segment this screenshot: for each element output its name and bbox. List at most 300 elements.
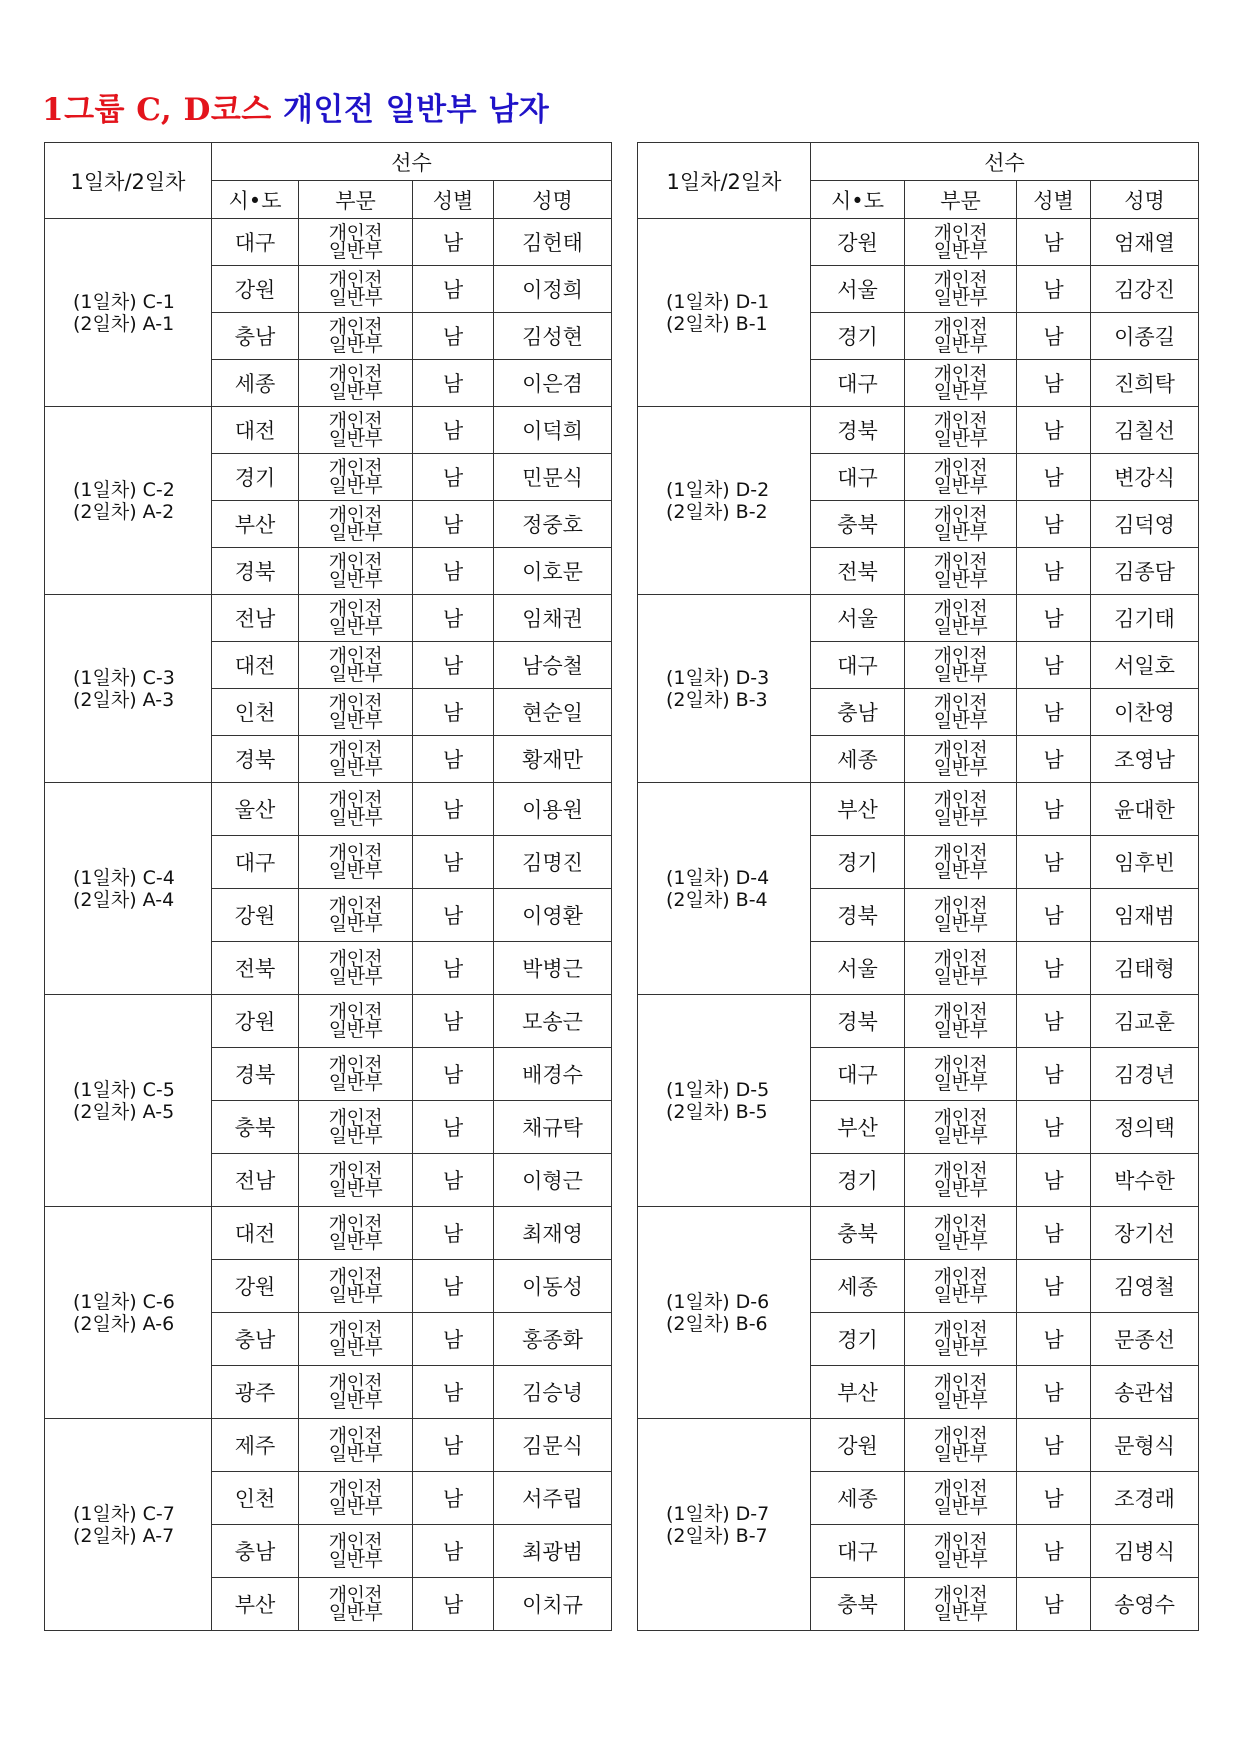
region-cell: 세종 <box>212 360 299 407</box>
name-cell: 현순일 <box>494 689 612 736</box>
gender-cell: 남 <box>1017 1366 1091 1419</box>
division-cell <box>905 836 1017 889</box>
division-line2: 일반부 <box>933 334 988 356</box>
division-line2: 일반부 <box>328 1549 383 1571</box>
gender-cell: 남 <box>413 454 494 501</box>
division-line2: 일반부 <box>328 569 383 591</box>
region-cell: 대구 <box>212 219 299 266</box>
gender-cell: 남 <box>1017 219 1091 266</box>
gender-cell: 남 <box>413 1419 494 1472</box>
region-cell: 충북 <box>811 1578 905 1631</box>
division-cell <box>905 454 1017 501</box>
group-label-text: (1일차) D-2 (2일차) B-2 <box>666 478 770 523</box>
gender-cell: 남 <box>413 736 494 783</box>
table-row <box>45 219 612 266</box>
gender-cell: 남 <box>413 942 494 995</box>
division-line1: 개인전 <box>328 1425 383 1447</box>
gender-cell: 남 <box>1017 1101 1091 1154</box>
name-cell: 윤대한 <box>1091 783 1199 836</box>
division-line1: 개인전 <box>328 1107 383 1129</box>
division-line2: 일반부 <box>933 569 988 591</box>
division-cell <box>905 736 1017 783</box>
division-line1: 개인전 <box>328 410 383 432</box>
gender-cell: 남 <box>413 595 494 642</box>
division-cell <box>299 1366 413 1419</box>
group-label <box>638 995 811 1207</box>
name-cell: 김승녕 <box>494 1366 612 1419</box>
region-cell: 경북 <box>212 1048 299 1101</box>
header-player: 선수 <box>212 143 612 181</box>
division-line2: 일반부 <box>328 1284 383 1306</box>
group-label-text: (1일차) D-7 (2일차) B-7 <box>666 1502 770 1547</box>
gender-cell: 남 <box>1017 1154 1091 1207</box>
division-cell <box>905 1207 1017 1260</box>
region-cell: 경기 <box>811 313 905 360</box>
name-cell: 황재만 <box>494 736 612 783</box>
gender-cell: 남 <box>1017 501 1091 548</box>
name-cell: 이치규 <box>494 1578 612 1631</box>
name-cell: 모송근 <box>494 995 612 1048</box>
division-line2: 일반부 <box>933 966 988 988</box>
division-line1: 개인전 <box>933 1107 988 1129</box>
name-cell: 임재범 <box>1091 889 1199 942</box>
region-cell: 부산 <box>212 1578 299 1631</box>
table-row <box>638 783 1199 836</box>
division-line1: 개인전 <box>933 1425 988 1447</box>
division-line1: 개인전 <box>328 1054 383 1076</box>
gender-cell: 남 <box>1017 736 1091 783</box>
division-line1: 개인전 <box>933 410 988 432</box>
region-cell: 충북 <box>212 1101 299 1154</box>
group-label <box>45 1419 212 1631</box>
name-cell: 임후빈 <box>1091 836 1199 889</box>
division-line2: 일반부 <box>328 1443 383 1465</box>
division-line1: 개인전 <box>933 1584 988 1606</box>
header-region: 시•도 <box>811 181 905 219</box>
division-line2: 일반부 <box>328 381 383 403</box>
header-gender: 성별 <box>413 181 494 219</box>
name-cell: 조경래 <box>1091 1472 1199 1525</box>
division-line2: 일반부 <box>933 1284 988 1306</box>
region-cell: 전남 <box>212 595 299 642</box>
division-line2: 일반부 <box>933 287 988 309</box>
name-cell: 이용원 <box>494 783 612 836</box>
division-cell <box>905 501 1017 548</box>
division-cell <box>299 219 413 266</box>
table-row <box>45 783 612 836</box>
group-label-text: (1일차) C-3 (2일차) A-3 <box>73 666 175 711</box>
header-day: 1일차/2일차 <box>638 143 811 219</box>
division-line1: 개인전 <box>933 598 988 620</box>
region-cell: 울산 <box>212 783 299 836</box>
region-cell: 대구 <box>811 454 905 501</box>
division-line1: 개인전 <box>328 645 383 667</box>
division-line2: 일반부 <box>328 807 383 829</box>
division-line2: 일반부 <box>328 966 383 988</box>
table-row <box>638 1419 1199 1472</box>
header-division: 부문 <box>299 181 413 219</box>
gender-cell: 남 <box>413 783 494 836</box>
division-line2: 일반부 <box>328 287 383 309</box>
name-cell: 김문식 <box>494 1419 612 1472</box>
gender-cell: 남 <box>413 1101 494 1154</box>
division-cell <box>905 783 1017 836</box>
region-cell: 대구 <box>811 360 905 407</box>
division-line1: 개인전 <box>328 1584 383 1606</box>
division-cell <box>905 995 1017 1048</box>
division-cell <box>905 889 1017 942</box>
division-line1: 개인전 <box>933 1531 988 1553</box>
name-cell: 정중호 <box>494 501 612 548</box>
division-cell <box>299 1207 413 1260</box>
name-cell: 박수한 <box>1091 1154 1199 1207</box>
right-roster-table <box>637 142 1199 1631</box>
name-cell: 김태형 <box>1091 942 1199 995</box>
region-cell: 세종 <box>811 1472 905 1525</box>
division-line2: 일반부 <box>328 1337 383 1359</box>
division-cell <box>299 454 413 501</box>
name-cell: 최재영 <box>494 1207 612 1260</box>
division-line1: 개인전 <box>328 1001 383 1023</box>
division-line2: 일반부 <box>933 428 988 450</box>
page-title <box>42 84 549 129</box>
division-line2: 일반부 <box>328 1178 383 1200</box>
division-line2: 일반부 <box>933 522 988 544</box>
gender-cell: 남 <box>1017 1525 1091 1578</box>
name-cell: 진희탁 <box>1091 360 1199 407</box>
name-cell: 송영수 <box>1091 1578 1199 1631</box>
division-line1: 개인전 <box>933 692 988 714</box>
table-row <box>638 995 1199 1048</box>
region-cell: 인천 <box>212 689 299 736</box>
header-region: 시•도 <box>212 181 299 219</box>
gender-cell: 남 <box>413 407 494 454</box>
division-cell <box>905 360 1017 407</box>
group-label-text: (1일차) C-4 (2일차) A-4 <box>73 866 175 911</box>
division-cell <box>905 407 1017 454</box>
name-cell: 송관섭 <box>1091 1366 1199 1419</box>
table-row <box>638 595 1199 642</box>
group-label <box>638 407 811 595</box>
division-line1: 개인전 <box>328 504 383 526</box>
division-line1: 개인전 <box>328 1160 383 1182</box>
division-line2: 일반부 <box>933 240 988 262</box>
name-cell: 채규탁 <box>494 1101 612 1154</box>
region-cell: 경북 <box>212 548 299 595</box>
group-label <box>45 219 212 407</box>
gender-cell: 남 <box>1017 783 1091 836</box>
group-label <box>638 1419 811 1631</box>
name-cell: 이동성 <box>494 1260 612 1313</box>
gender-cell: 남 <box>1017 266 1091 313</box>
name-cell: 김강진 <box>1091 266 1199 313</box>
division-line1: 개인전 <box>328 269 383 291</box>
name-cell: 최광범 <box>494 1525 612 1578</box>
division-line2: 일반부 <box>328 860 383 882</box>
gender-cell: 남 <box>413 360 494 407</box>
region-cell: 대구 <box>811 1525 905 1578</box>
division-line1: 개인전 <box>328 598 383 620</box>
gender-cell: 남 <box>1017 1472 1091 1525</box>
division-line2: 일반부 <box>933 807 988 829</box>
region-cell: 충북 <box>811 501 905 548</box>
group-label <box>45 995 212 1207</box>
division-cell <box>905 1101 1017 1154</box>
name-cell: 김경년 <box>1091 1048 1199 1101</box>
group-label <box>638 783 811 995</box>
region-cell: 충남 <box>212 1525 299 1578</box>
group-label <box>45 407 212 595</box>
division-cell <box>299 1101 413 1154</box>
region-cell: 부산 <box>212 501 299 548</box>
region-cell: 대전 <box>212 1207 299 1260</box>
name-cell: 이은겸 <box>494 360 612 407</box>
name-cell: 김명진 <box>494 836 612 889</box>
gender-cell: 남 <box>1017 942 1091 995</box>
gender-cell: 남 <box>413 642 494 689</box>
name-cell: 이호문 <box>494 548 612 595</box>
division-line2: 일반부 <box>328 475 383 497</box>
division-line1: 개인전 <box>933 842 988 864</box>
gender-cell: 남 <box>1017 454 1091 501</box>
region-cell: 세종 <box>811 736 905 783</box>
division-cell <box>299 1525 413 1578</box>
region-cell: 경기 <box>811 836 905 889</box>
name-cell: 서일호 <box>1091 642 1199 689</box>
gender-cell: 남 <box>1017 836 1091 889</box>
region-cell: 광주 <box>212 1366 299 1419</box>
region-cell: 인천 <box>212 1472 299 1525</box>
division-line1: 개인전 <box>933 269 988 291</box>
gender-cell: 남 <box>1017 407 1091 454</box>
division-line1: 개인전 <box>933 789 988 811</box>
division-line2: 일반부 <box>933 913 988 935</box>
name-cell: 남승철 <box>494 642 612 689</box>
division-line1: 개인전 <box>933 222 988 244</box>
table-row <box>45 1207 612 1260</box>
group-label <box>45 1207 212 1419</box>
region-cell: 경기 <box>811 1313 905 1366</box>
division-cell <box>905 1366 1017 1419</box>
name-cell: 문형식 <box>1091 1419 1199 1472</box>
division-line2: 일반부 <box>933 1231 988 1253</box>
gender-cell: 남 <box>413 689 494 736</box>
name-cell: 엄재열 <box>1091 219 1199 266</box>
division-line2: 일반부 <box>933 1549 988 1571</box>
region-cell: 경북 <box>811 889 905 942</box>
division-cell <box>905 313 1017 360</box>
title-category: 개인전 일반부 남자 <box>283 92 550 128</box>
gender-cell: 남 <box>1017 1048 1091 1101</box>
division-line2: 일반부 <box>328 334 383 356</box>
region-cell: 서울 <box>811 942 905 995</box>
division-cell <box>299 501 413 548</box>
name-cell: 이정희 <box>494 266 612 313</box>
division-line2: 일반부 <box>328 428 383 450</box>
region-cell: 전남 <box>212 1154 299 1207</box>
division-line2: 일반부 <box>933 475 988 497</box>
division-cell <box>299 1313 413 1366</box>
division-cell <box>299 736 413 783</box>
division-line1: 개인전 <box>933 1160 988 1182</box>
division-line1: 개인전 <box>328 551 383 573</box>
region-cell: 서울 <box>811 595 905 642</box>
division-cell <box>299 1154 413 1207</box>
gender-cell: 남 <box>1017 313 1091 360</box>
gender-cell: 남 <box>1017 360 1091 407</box>
name-cell: 김헌태 <box>494 219 612 266</box>
region-cell: 강원 <box>212 1260 299 1313</box>
name-cell: 임채권 <box>494 595 612 642</box>
region-cell: 충남 <box>811 689 905 736</box>
division-cell <box>905 1260 1017 1313</box>
division-cell <box>299 1472 413 1525</box>
header-player: 선수 <box>811 143 1199 181</box>
division-cell <box>299 313 413 360</box>
region-cell: 세종 <box>811 1260 905 1313</box>
division-cell <box>905 595 1017 642</box>
gender-cell: 남 <box>1017 1260 1091 1313</box>
division-line1: 개인전 <box>933 504 988 526</box>
region-cell: 충남 <box>212 1313 299 1366</box>
region-cell: 강원 <box>212 266 299 313</box>
division-line1: 개인전 <box>933 948 988 970</box>
group-label <box>45 595 212 783</box>
name-cell: 서주립 <box>494 1472 612 1525</box>
group-label <box>638 1207 811 1419</box>
gender-cell: 남 <box>1017 689 1091 736</box>
region-cell: 강원 <box>212 995 299 1048</box>
region-cell: 대구 <box>212 836 299 889</box>
name-cell: 김병식 <box>1091 1525 1199 1578</box>
name-cell: 이종길 <box>1091 313 1199 360</box>
region-cell: 부산 <box>811 1101 905 1154</box>
gender-cell: 남 <box>413 1525 494 1578</box>
name-cell: 이덕희 <box>494 407 612 454</box>
division-line1: 개인전 <box>933 895 988 917</box>
name-cell: 정의택 <box>1091 1101 1199 1154</box>
gender-cell: 남 <box>1017 548 1091 595</box>
division-line2: 일반부 <box>328 757 383 779</box>
division-cell <box>299 889 413 942</box>
division-cell <box>905 1578 1017 1631</box>
group-label <box>638 219 811 407</box>
division-cell <box>299 836 413 889</box>
division-line2: 일반부 <box>328 240 383 262</box>
name-cell: 조영남 <box>1091 736 1199 783</box>
gender-cell: 남 <box>413 219 494 266</box>
region-cell: 대구 <box>811 642 905 689</box>
division-cell <box>905 1472 1017 1525</box>
table-row <box>638 219 1199 266</box>
gender-cell: 남 <box>1017 995 1091 1048</box>
header-gender: 성별 <box>1017 181 1091 219</box>
table-row <box>45 407 612 454</box>
division-line2: 일반부 <box>328 710 383 732</box>
gender-cell: 남 <box>413 1154 494 1207</box>
group-label-text: (1일차) D-3 (2일차) B-3 <box>666 666 770 711</box>
division-line1: 개인전 <box>328 1372 383 1394</box>
gender-cell: 남 <box>1017 1313 1091 1366</box>
name-cell: 이영환 <box>494 889 612 942</box>
division-line2: 일반부 <box>328 1125 383 1147</box>
division-line1: 개인전 <box>933 1001 988 1023</box>
name-cell: 김종담 <box>1091 548 1199 595</box>
group-label-text: (1일차) D-5 (2일차) B-5 <box>666 1078 770 1123</box>
division-line1: 개인전 <box>933 1478 988 1500</box>
gender-cell: 남 <box>413 1472 494 1525</box>
region-cell: 서울 <box>811 266 905 313</box>
name-cell: 박병근 <box>494 942 612 995</box>
division-line1: 개인전 <box>933 739 988 761</box>
header-day: 1일차/2일차 <box>45 143 212 219</box>
gender-cell: 남 <box>1017 642 1091 689</box>
gender-cell: 남 <box>413 1313 494 1366</box>
division-line1: 개인전 <box>933 1266 988 1288</box>
division-cell <box>299 783 413 836</box>
region-cell: 경기 <box>811 1154 905 1207</box>
group-label-text: (1일차) D-1 (2일차) B-1 <box>666 290 770 335</box>
division-line1: 개인전 <box>328 1478 383 1500</box>
division-line1: 개인전 <box>328 842 383 864</box>
group-label-text: (1일차) C-6 (2일차) A-6 <box>73 1290 175 1335</box>
name-cell: 문종선 <box>1091 1313 1199 1366</box>
division-line2: 일반부 <box>933 381 988 403</box>
division-line1: 개인전 <box>328 457 383 479</box>
division-cell <box>299 360 413 407</box>
division-line1: 개인전 <box>328 739 383 761</box>
name-cell: 김덕영 <box>1091 501 1199 548</box>
name-cell: 홍종화 <box>494 1313 612 1366</box>
division-cell <box>299 595 413 642</box>
region-cell: 대전 <box>212 642 299 689</box>
division-line1: 개인전 <box>328 316 383 338</box>
table-row <box>45 995 612 1048</box>
name-cell: 김성현 <box>494 313 612 360</box>
division-line2: 일반부 <box>328 522 383 544</box>
division-cell <box>299 1578 413 1631</box>
division-line2: 일반부 <box>933 1019 988 1041</box>
region-cell: 전북 <box>212 942 299 995</box>
gender-cell: 남 <box>413 548 494 595</box>
name-cell: 이찬영 <box>1091 689 1199 736</box>
name-cell: 변강식 <box>1091 454 1199 501</box>
division-line1: 개인전 <box>933 363 988 385</box>
division-line2: 일반부 <box>933 1072 988 1094</box>
table-row <box>45 1419 612 1472</box>
division-line2: 일반부 <box>328 663 383 685</box>
group-label-text: (1일차) C-7 (2일차) A-7 <box>73 1502 175 1547</box>
region-cell: 충북 <box>811 1207 905 1260</box>
division-line2: 일반부 <box>328 1496 383 1518</box>
region-cell: 경북 <box>811 407 905 454</box>
table-row <box>45 595 612 642</box>
division-line2: 일반부 <box>328 1602 383 1624</box>
region-cell: 전북 <box>811 548 905 595</box>
title-course: 1그룹 C, D코스 <box>42 92 272 128</box>
division-line1: 개인전 <box>328 1531 383 1553</box>
division-cell <box>299 689 413 736</box>
division-line2: 일반부 <box>933 1496 988 1518</box>
division-line1: 개인전 <box>328 948 383 970</box>
division-line2: 일반부 <box>933 1443 988 1465</box>
division-line2: 일반부 <box>328 1072 383 1094</box>
header-name: 성명 <box>494 181 612 219</box>
gender-cell: 남 <box>1017 1419 1091 1472</box>
division-line2: 일반부 <box>933 757 988 779</box>
division-line1: 개인전 <box>328 1319 383 1341</box>
region-cell: 부산 <box>811 783 905 836</box>
